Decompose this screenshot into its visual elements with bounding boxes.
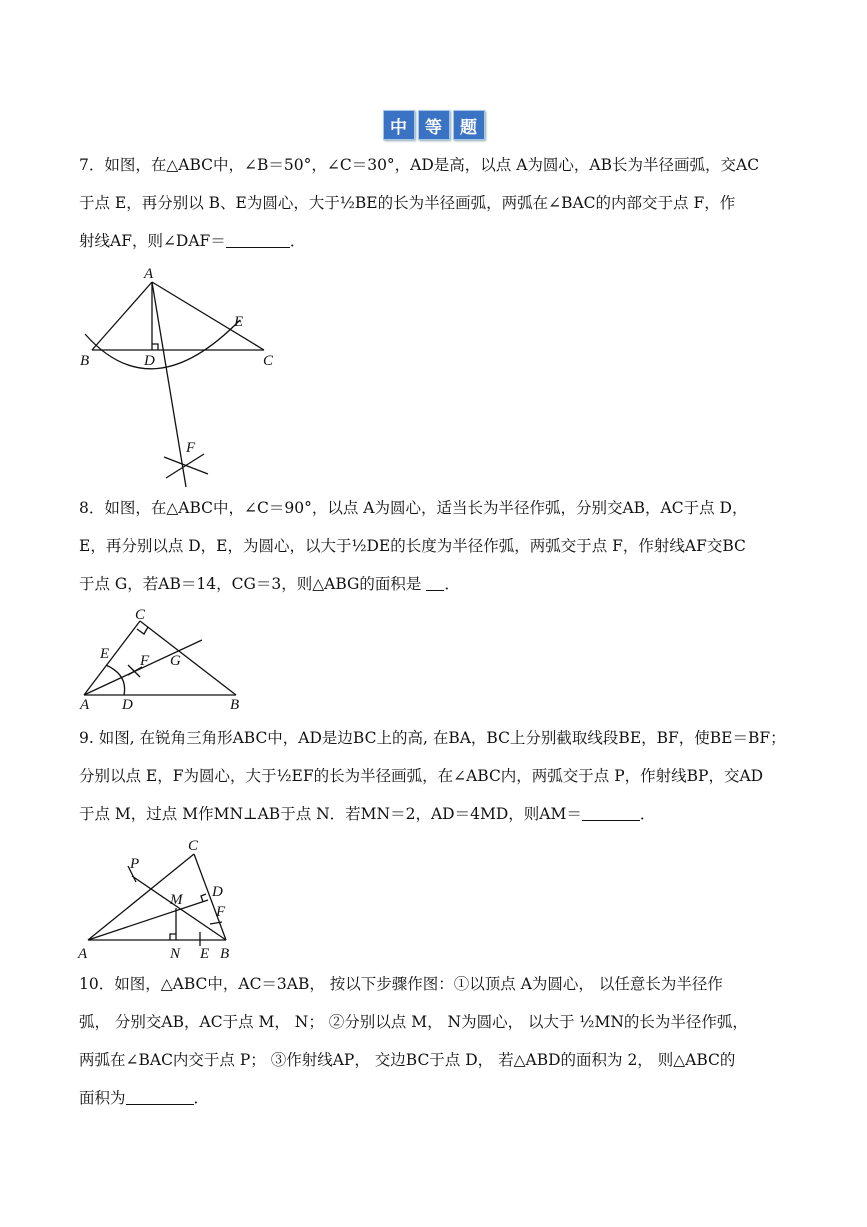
- problem-7: [79, 146, 791, 260]
- label-c: C: [188, 838, 199, 854]
- label-e: E: [234, 314, 244, 330]
- label-b: B: [220, 946, 230, 962]
- difficulty-header: [0, 110, 867, 140]
- label-f: F: [186, 440, 196, 456]
- answer-blank[interactable]: [226, 231, 290, 248]
- label-a: A: [80, 697, 90, 713]
- problem-line: 分别以点 E，F为圆心，大于½EF的长为半径画弧，在∠ABC内，两弧交于点 P，作射线BP，交AD: [79, 767, 764, 785]
- label-f: F: [140, 653, 150, 669]
- label-a: A: [78, 946, 88, 962]
- label-b: B: [80, 353, 90, 369]
- segment-cb: [140, 621, 236, 695]
- problem-line: 两弧在∠BAC内交于点 P； ③作射线AP， 交边BC于点 D， 若△ABD的面积为 2， 则△ABC的: [79, 1051, 736, 1069]
- label-d: D: [144, 353, 155, 369]
- problem-line: 面积为 ．: [79, 1089, 210, 1107]
- ray-af: [152, 282, 186, 487]
- right-angle-mark: [137, 627, 148, 634]
- problem-line: 于点 G，若AB＝14，CG＝3，则△ABG的面积是 ．: [79, 575, 460, 593]
- figure-9: [76, 836, 246, 964]
- header-char: 等: [418, 110, 450, 140]
- segment-ac: [152, 282, 264, 350]
- altitude-ad: [88, 900, 208, 940]
- problem-line: 10．如图，△ABC中，AC＝3AB， 按以下步骤作图：①以顶点 A为圆心， 以任意长为半径作: [79, 975, 723, 993]
- problem-line: 于点 E，再分别以 B、E为圆心，大于½BE的长为半径画弧，两弧在∠BAC的内部交于点 F，作: [79, 194, 736, 212]
- label-g: G: [170, 653, 181, 669]
- problem-line: E，再分别以点 D，E，为圆心，以大于½DE的长度为半径作弧，两弧交于点 F，作射线AF交BC: [79, 537, 746, 555]
- problem-10: [79, 965, 791, 1117]
- right-angle-mark-n: [170, 934, 176, 940]
- problem-line: 射线AF，则∠DAF＝ ．: [79, 232, 306, 250]
- label-c: C: [263, 353, 274, 369]
- problem-8: [79, 489, 791, 603]
- label-e: E: [200, 946, 210, 962]
- label-p: P: [130, 856, 140, 872]
- problem-line: 8．如图，在△ABC中，∠C＝90°，以点 A为圆心，适当长为半径作弧，分别交AB，AC于点 D，: [79, 499, 748, 517]
- label-c: C: [135, 607, 146, 623]
- right-angle-mark: [152, 344, 158, 350]
- answer-blank[interactable]: [582, 804, 640, 821]
- problem-line: 弧， 分别交AB，AC于点 M， N； ②分别以点 M， N为圆心， 以大于 ½MN的长为半径作弧，: [79, 1013, 748, 1031]
- label-f: F: [216, 904, 226, 920]
- arc-mark: [166, 454, 204, 478]
- problem-line: 9. 如图, 在锐角三角形ABC中，AD是边BC上的高, 在BA，BC上分别截取线段BE，BF，使BE＝BF；: [79, 729, 786, 747]
- figure-7: [78, 262, 278, 492]
- label-e: E: [100, 646, 110, 662]
- header-char: 题: [453, 110, 485, 140]
- label-d: D: [122, 697, 133, 713]
- label-b: B: [230, 697, 240, 713]
- answer-blank[interactable]: [426, 574, 444, 591]
- label-n: N: [170, 946, 181, 962]
- problem-9: [79, 719, 791, 833]
- figure-8: [78, 605, 258, 713]
- label-a: A: [144, 266, 154, 282]
- label-m: M: [170, 892, 183, 908]
- problem-line: 于点 M，过点 M作MN⊥AB于点 N．若MN＝2，AD＝4MD，则AM＝ ．: [79, 805, 656, 823]
- label-d: D: [212, 884, 223, 900]
- segment-ac: [84, 621, 140, 695]
- answer-blank[interactable]: [126, 1088, 194, 1105]
- segment-ab: [92, 282, 152, 350]
- problem-line: 7．如图，在△ABC中，∠B＝50°，∠C＝30°，AD是高，以点 A为圆心，AB长为半径画弧，交AC: [79, 156, 760, 174]
- header-char: 中: [383, 110, 415, 140]
